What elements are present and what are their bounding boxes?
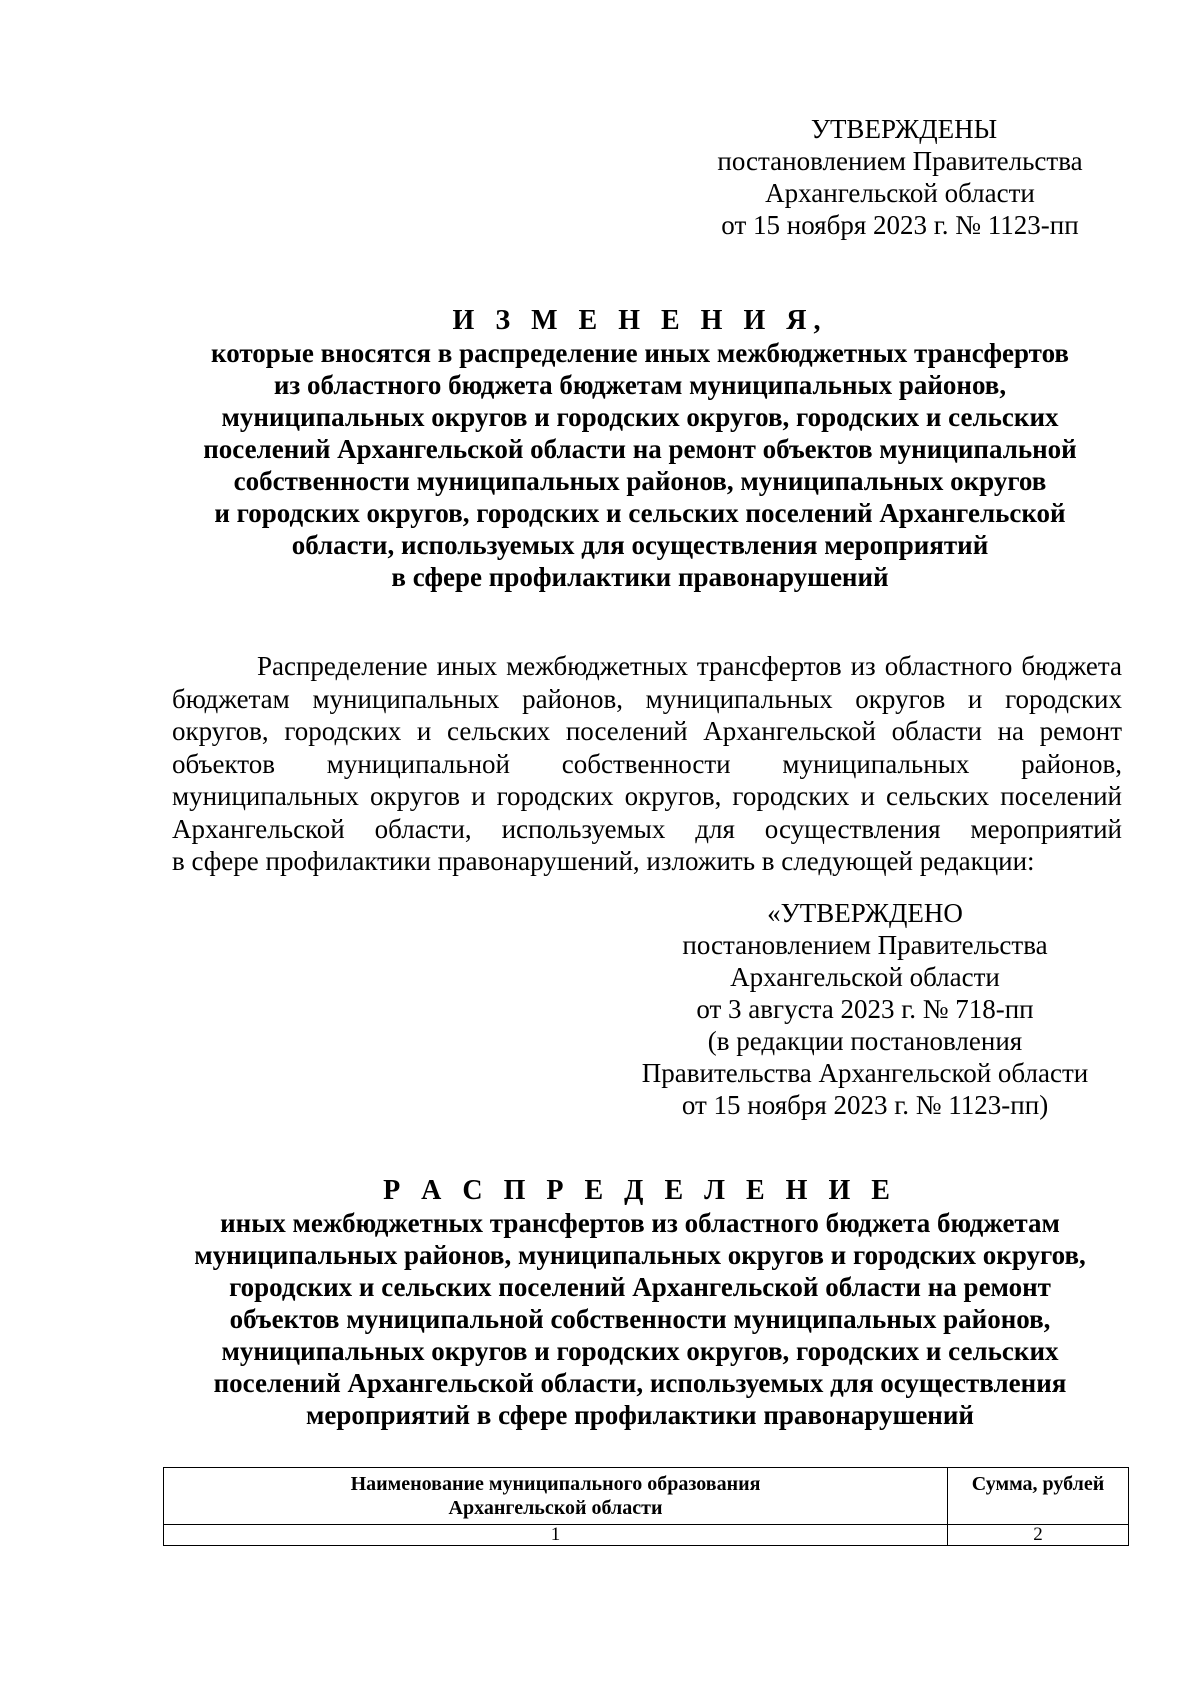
approval-line: постановлением Правительства bbox=[682, 930, 1048, 960]
heading-line: собственности муниципальных районов, муниципальных округов bbox=[233, 466, 1047, 496]
approval-line: Архангельской области bbox=[765, 178, 1035, 208]
paragraph-line: объектов муниципальной собственности муниципальных районов, bbox=[172, 748, 1122, 779]
table-header-row bbox=[164, 1468, 1129, 1525]
changes-heading bbox=[150, 305, 1130, 593]
header-line: Наименование муниципального образования bbox=[350, 1473, 761, 1495]
heading-line: муниципальных округов и городских округов, городских и сельских bbox=[221, 402, 1059, 432]
approval-line: Правительства Архангельской области bbox=[641, 1058, 1089, 1088]
approval-line: от 15 ноября 2023 г. № 1123-пп) bbox=[681, 1090, 1049, 1120]
approval-line: постановлением Правительства bbox=[717, 146, 1083, 176]
paragraph-line: бюджетам муниципальных районов, муниципальных округов и городских bbox=[172, 683, 1122, 714]
approval-line: УТВЕРЖДЕНЫ bbox=[810, 114, 998, 144]
heading-line: объектов муниципальной собственности муниципальных районов, bbox=[229, 1304, 1051, 1334]
header-line: Архангельской области bbox=[448, 1497, 663, 1519]
heading-line: мероприятий в сфере профилактики правонарушений bbox=[306, 1400, 974, 1430]
paragraph-line: Архангельской области, используемых для осуществления мероприятий bbox=[172, 813, 1122, 844]
body-paragraph bbox=[172, 650, 1122, 878]
heading-line: иных межбюджетных трансфертов из областного бюджета бюджетам bbox=[220, 1208, 1060, 1238]
paragraph-line: Распределение иных межбюджетных трансфертов из областного бюджета bbox=[257, 651, 1122, 681]
approval-line: «УТВЕРЖДЕНО bbox=[767, 898, 963, 928]
changes-title: И З М Е Н Е Н И Я, bbox=[452, 305, 828, 336]
distribution-title: Р А С П Р Е Д Е Л Е Н И Е bbox=[383, 1175, 897, 1206]
heading-line: поселений Архангельской области, используемых для осуществления bbox=[213, 1368, 1067, 1398]
header-line: Сумма, рублей bbox=[971, 1473, 1105, 1495]
paragraph-line: в сфере профилактики правонарушений, изложить в следующей редакции: bbox=[172, 846, 1035, 876]
heading-line: поселений Архангельской области на ремонт объектов муниципальной bbox=[203, 434, 1077, 464]
approval-line: от 15 ноября 2023 г. № 1123-пп bbox=[721, 210, 1079, 240]
distribution-heading bbox=[150, 1175, 1130, 1431]
table-row bbox=[164, 1525, 1129, 1546]
distribution-table bbox=[163, 1467, 1129, 1546]
heading-line: и городских округов, городских и сельских поселений Архангельской bbox=[214, 498, 1066, 528]
paragraph-line: округов, городских и сельских поселений Архангельской области на ремонт bbox=[172, 716, 1122, 746]
heading-line: из областного бюджета бюджетам муниципальных районов, bbox=[273, 370, 1007, 400]
heading-line: муниципальных округов и городских округов, городских и сельских bbox=[221, 1336, 1059, 1366]
heading-line: городских и сельских поселений Архангельской области на ремонт bbox=[229, 1272, 1051, 1302]
heading-line: которые вносятся в распределение иных межбюджетных трансфертов bbox=[211, 338, 1069, 368]
approval-line: от 3 августа 2023 г. № 718-пп bbox=[696, 994, 1034, 1024]
heading-line: области, используемых для осуществления мероприятий bbox=[291, 530, 989, 560]
column-header-municipality bbox=[164, 1468, 948, 1525]
heading-line: муниципальных районов, муниципальных округов и городских округов, bbox=[194, 1240, 1086, 1270]
approval-stamp-quoted bbox=[625, 897, 1105, 1121]
column-number: 1 bbox=[164, 1525, 948, 1546]
column-header-amount bbox=[948, 1468, 1129, 1525]
heading-line: в сфере профилактики правонарушений bbox=[391, 562, 889, 592]
approval-line: Архангельской области bbox=[730, 962, 1000, 992]
paragraph-line: муниципальных округов и городских округов, городских и сельских поселений bbox=[172, 781, 1122, 811]
column-number: 2 bbox=[948, 1525, 1129, 1546]
approval-line: (в редакции постановления bbox=[707, 1026, 1023, 1056]
approval-stamp-top bbox=[700, 113, 1100, 241]
